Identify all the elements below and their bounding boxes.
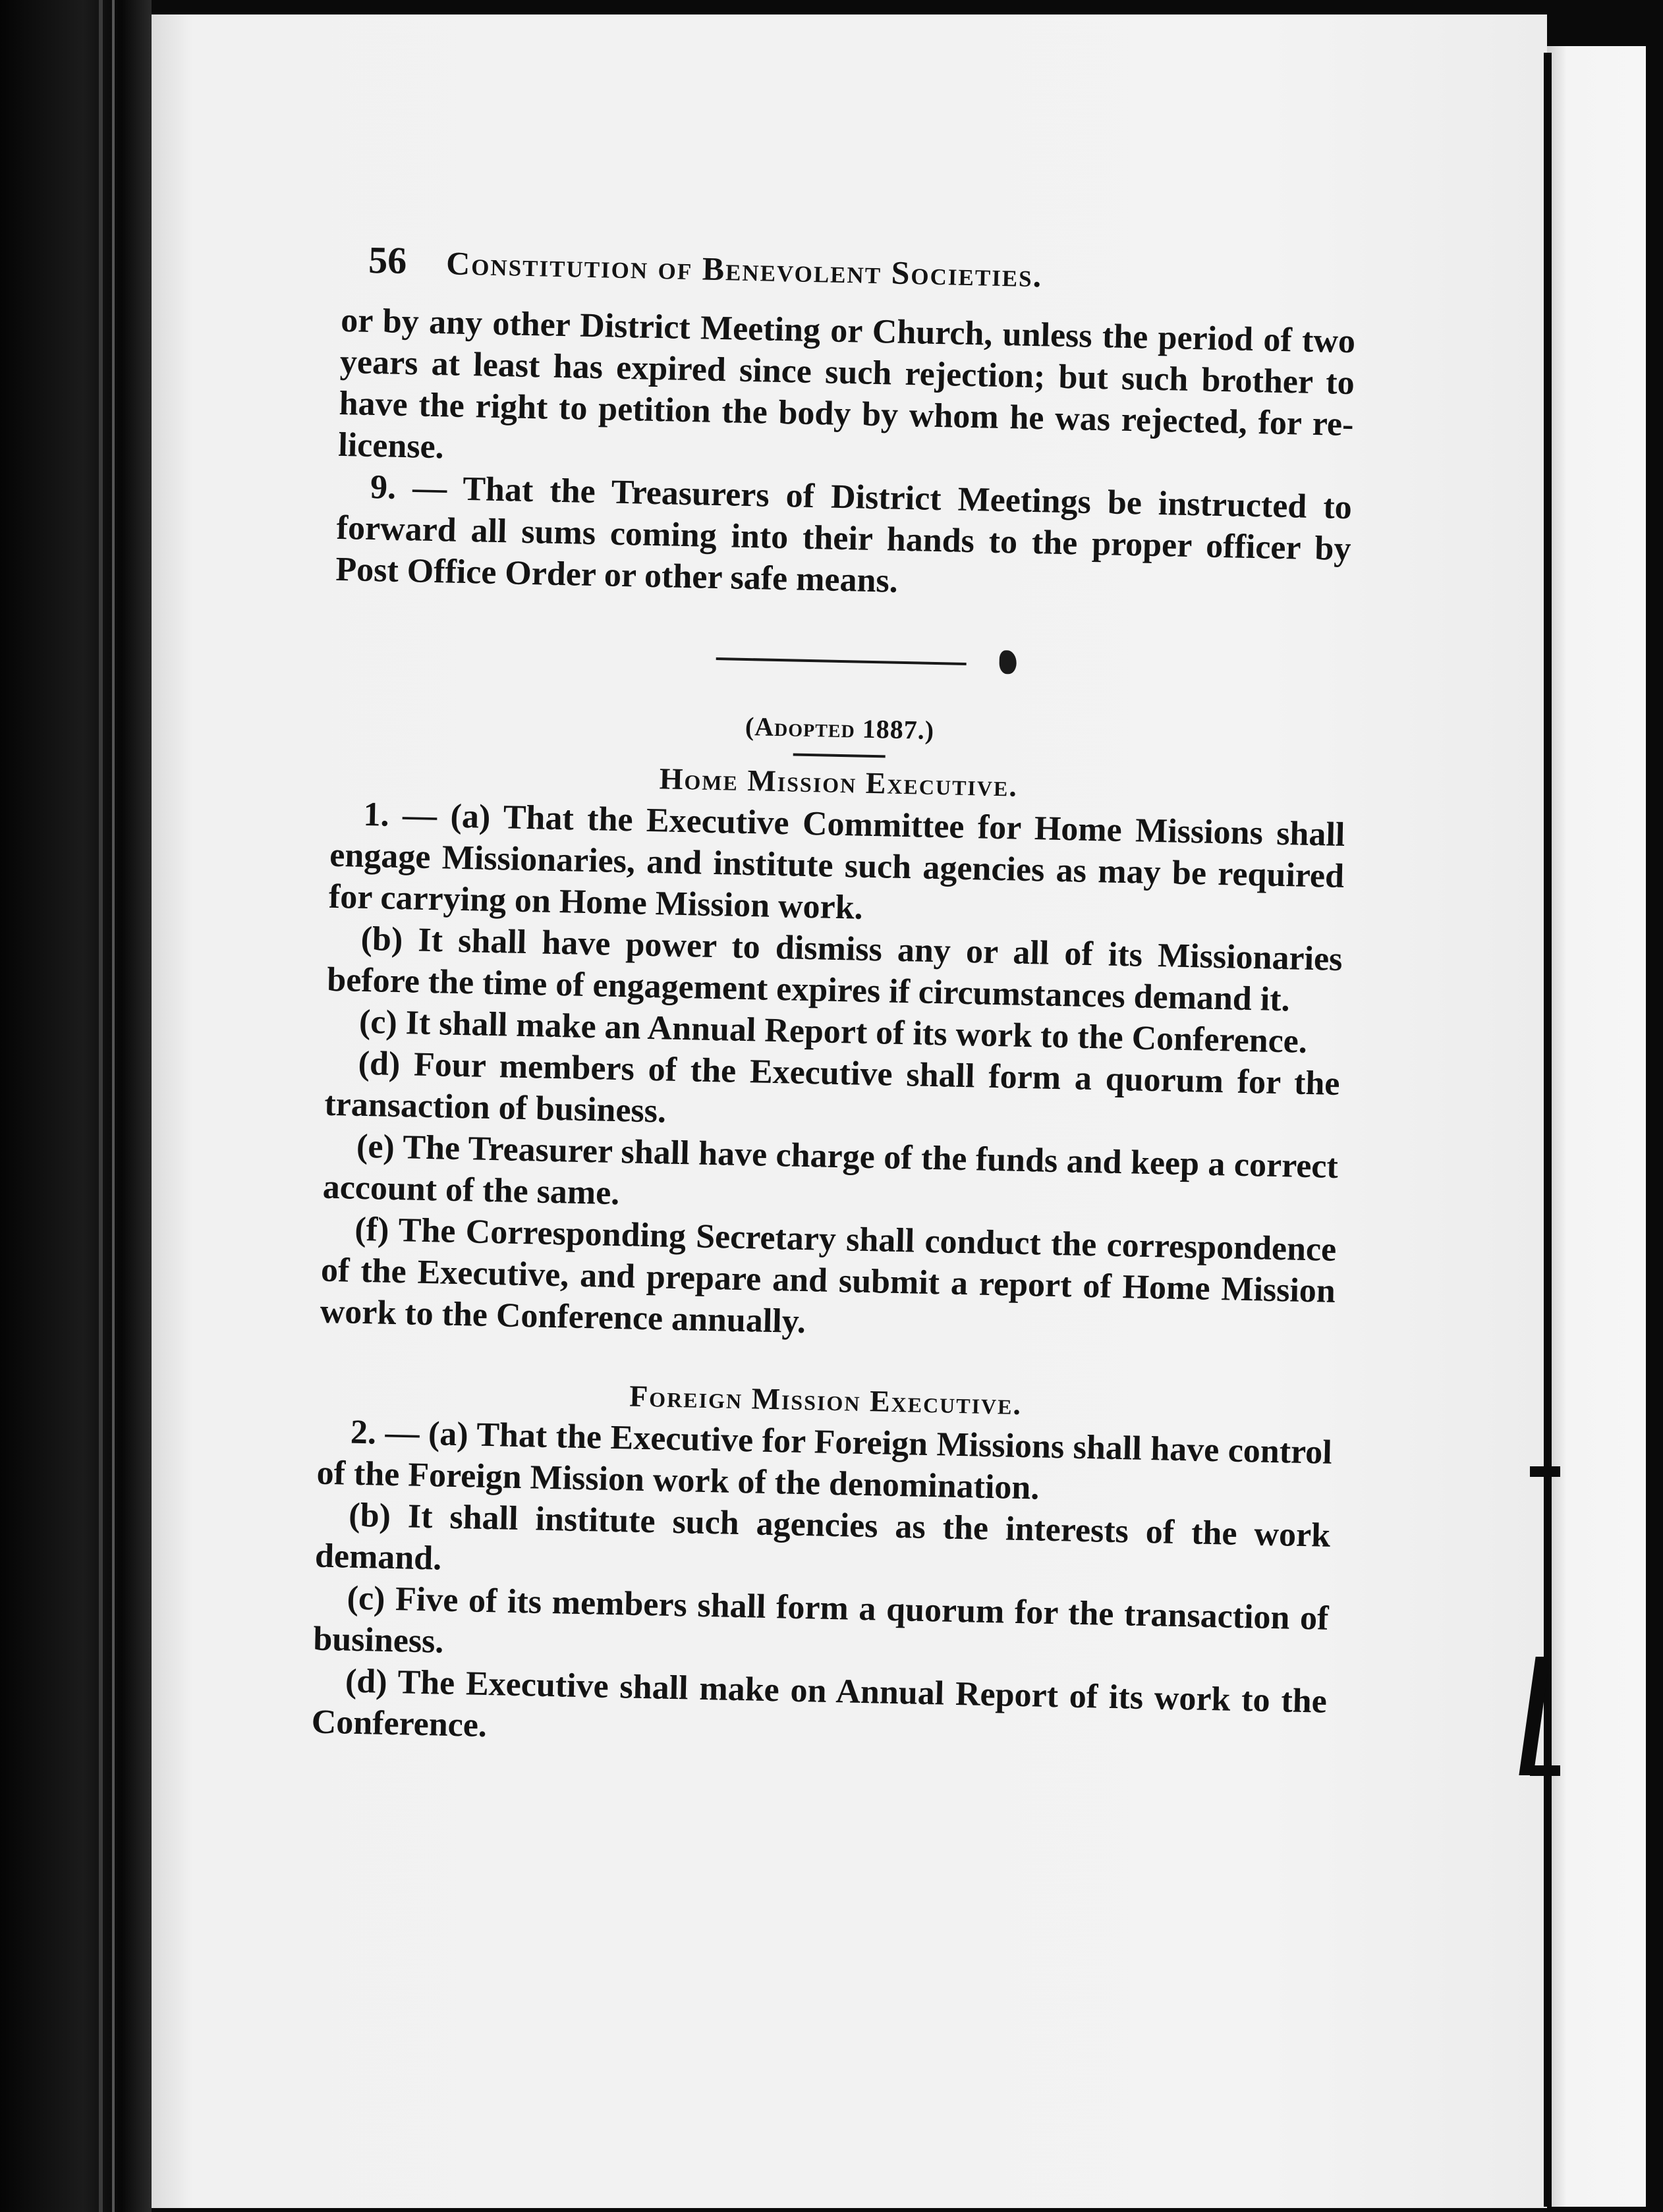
gutter-line xyxy=(112,0,115,2212)
adopted-rule xyxy=(793,753,886,758)
gutter-line xyxy=(99,0,103,2212)
separator-rule xyxy=(716,657,967,665)
foreign-mission-clause: 2. — (a) That the Executive for Foreign Missions shall have control of the Foreign Mission work of the denomination. xyxy=(316,1413,1333,1507)
continuation-paragraph: or by any other District Meeting or Church, unless the period of two years at least has expired since such rejection; but such brother to have the right to petition the body by whom he was rejected, for re-license. xyxy=(337,301,1356,466)
foreign-mission-clause: (c) Five of its members shall form a quorum for the transaction of business. xyxy=(312,1579,1330,1661)
spine-tick xyxy=(1530,1466,1560,1477)
page-number: 56 xyxy=(368,238,407,283)
running-title: Constitution of Benevolent Societies. xyxy=(445,244,1043,294)
foreign-mission-heading: Foreign Mission Executive. xyxy=(629,1379,1023,1421)
home-mission-clause: 1. — (a) That the Executive Committee for Home Missions shall engage Missionaries, and institute such agencies as may be required for carrying on Home Mission work. xyxy=(328,795,1345,927)
section-separator xyxy=(333,617,1349,717)
clause-9: 9. — That the Treasurers of District Meetings be instructed to forward all sums coming into their hands to the proper officer by Post Office Order or other safe means. xyxy=(335,468,1353,600)
home-mission-clause: (e) The Treasurer shall have charge of the funds and keep a correct account of the same. xyxy=(322,1127,1339,1213)
home-mission-clause: (f) The Corresponding Secretary shall conduct the correspondence of the Executive, and prepare and submit a report of Home Mission work to the Conference annually. xyxy=(320,1210,1337,1341)
home-mission-clause: (c) It shall make an Annual Report of its work to the Conference. xyxy=(358,1003,1308,1061)
scan-border-left xyxy=(0,0,152,2212)
facing-page-edge xyxy=(1547,46,1646,2207)
foreign-mission-clause: (b) It shall institute such agencies as the interests of the work demand. xyxy=(314,1496,1331,1578)
page-content xyxy=(311,237,1357,1764)
foreign-mission-clause: (d) The Executive shall make on Annual Report of its work to the Conference. xyxy=(311,1662,1328,1745)
book-spine xyxy=(1544,53,1552,2207)
home-mission-clause: (b) It shall have power to dismiss any or all of its Missionaries before the time of engagement expires if circumstances demand it. xyxy=(326,920,1343,1019)
adopted-date: (Adopted 1887.) xyxy=(745,711,935,745)
home-mission-clause: (d) Four members of the Executive shall form a quorum for the transaction of business. xyxy=(324,1044,1341,1130)
home-mission-heading: Home Mission Executive. xyxy=(659,761,1019,803)
ink-mark xyxy=(999,650,1017,675)
